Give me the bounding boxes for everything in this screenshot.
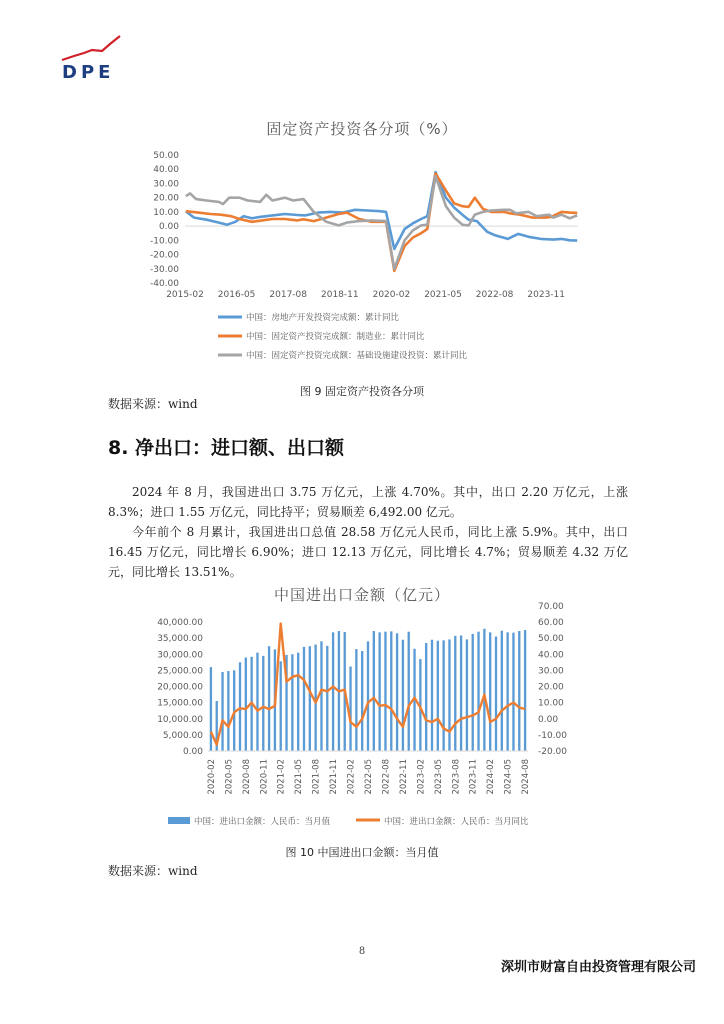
bar bbox=[437, 641, 439, 751]
x-tick-label: 2024-05 bbox=[503, 759, 514, 795]
bar bbox=[367, 641, 369, 751]
chart1-source: 数据来源：wind bbox=[108, 397, 198, 411]
y-right-tick-label: -20.00 bbox=[538, 747, 568, 757]
bar bbox=[501, 631, 503, 751]
bar bbox=[314, 645, 316, 751]
bar bbox=[454, 636, 456, 751]
y-right-tick-label: -10.00 bbox=[538, 730, 568, 741]
x-tick-label: 2017-08 bbox=[269, 290, 308, 300]
bar bbox=[442, 640, 444, 751]
y-left-tick-label: 20,000.00 bbox=[157, 682, 203, 693]
x-tick-label: 2021-11 bbox=[329, 759, 340, 795]
bar bbox=[332, 632, 334, 751]
y-tick-label: 10.00 bbox=[153, 207, 179, 218]
bar bbox=[466, 639, 468, 751]
y-right-tick-label: 40.00 bbox=[538, 650, 564, 661]
bar bbox=[361, 651, 363, 751]
bar bbox=[396, 633, 398, 751]
x-tick-label: 2022-08 bbox=[475, 290, 514, 300]
y-right-tick-label: 50.00 bbox=[538, 634, 564, 645]
chart2-title: 中国进出口金额（亿元） bbox=[273, 586, 450, 604]
logo-text: DPE bbox=[62, 62, 115, 83]
bar bbox=[425, 643, 427, 751]
y-tick-label: -30.00 bbox=[149, 264, 179, 275]
bar bbox=[349, 667, 351, 751]
x-tick-label: 2020-02 bbox=[206, 759, 217, 795]
x-tick-label: 2022-08 bbox=[381, 759, 392, 795]
bar bbox=[489, 632, 491, 751]
bar bbox=[373, 631, 375, 751]
y-tick-label: 0.00 bbox=[158, 222, 179, 233]
bar bbox=[268, 646, 270, 751]
bar bbox=[355, 649, 357, 751]
x-tick-label: 2023-05 bbox=[433, 759, 444, 795]
x-tick-label: 2020-02 bbox=[372, 290, 411, 300]
x-tick-label: 2016-05 bbox=[217, 290, 256, 300]
section-heading: 8. 净出口：进口额、出口额 bbox=[108, 437, 345, 459]
y-right-tick-label: 60.00 bbox=[538, 618, 564, 628]
x-tick-label: 2015-02 bbox=[166, 290, 204, 300]
y-left-tick-label: 35,000.00 bbox=[157, 634, 203, 645]
fixed-asset-investment-chart bbox=[140, 145, 590, 370]
logo-trend-line bbox=[62, 36, 120, 60]
y-left-tick-label: 25,000.00 bbox=[157, 666, 203, 677]
y-left-tick-label: 30,000.00 bbox=[157, 650, 203, 661]
bar bbox=[280, 661, 282, 751]
bar bbox=[431, 640, 433, 751]
bar bbox=[402, 640, 404, 751]
y-right-tick-label: 70.00 bbox=[538, 601, 564, 612]
company-name: 深圳市财富自由投资管理有限公司 bbox=[500, 960, 696, 975]
bar bbox=[384, 632, 386, 751]
x-tick-label: 2021-08 bbox=[311, 759, 322, 795]
x-tick-label: 2024-08 bbox=[521, 759, 532, 795]
bar bbox=[291, 654, 293, 751]
y-tick-label: -10.00 bbox=[149, 236, 179, 247]
bar bbox=[227, 671, 229, 751]
bar bbox=[297, 653, 299, 751]
bar bbox=[210, 667, 212, 751]
bar bbox=[460, 636, 462, 751]
x-tick-label: 2023-08 bbox=[451, 759, 462, 795]
bar bbox=[495, 637, 497, 751]
y-left-tick-label: 5,000.00 bbox=[162, 730, 203, 741]
bar bbox=[390, 631, 392, 751]
bar bbox=[245, 657, 247, 751]
y-left-tick-label: 10,000.00 bbox=[157, 714, 203, 725]
series-line-1 bbox=[186, 172, 577, 249]
bar bbox=[239, 662, 241, 751]
x-tick-label: 2021-05 bbox=[294, 759, 305, 795]
x-tick-label: 2021-05 bbox=[424, 290, 462, 300]
x-tick-label: 2020-08 bbox=[241, 759, 252, 795]
bar bbox=[506, 632, 508, 751]
section-paragraph-2: 今年前个 8 月累计，我国进出口总值 28.58 万亿元人民币，同比上涨 5.9%。其中，出口 16.45 万亿元，同比增长 6.90%；进口 12.13 万亿元，同比增长 4.7%；贸易顺差 4.32 万亿元，同比增长 13.51%。 bbox=[108, 525, 628, 579]
bar bbox=[512, 633, 514, 751]
bar bbox=[483, 629, 485, 751]
legend-label-line: 中国：进出口金额：人民币：当月同比 bbox=[384, 817, 529, 827]
page-number: 8 bbox=[358, 946, 366, 957]
y-tick-label: -40.00 bbox=[149, 279, 179, 289]
section-paragraph-1: 2024 年 8 月，我国进出口 3.75 万亿元，上涨 4.70%。其中，出口 2.20 万亿元，上涨 8.3%；进口 1.55 万亿元，同比持平；贸易顺差 6,492.00 亿元。 bbox=[108, 485, 628, 519]
x-tick-label: 2023-11 bbox=[468, 759, 479, 795]
import-export-chart bbox=[140, 601, 585, 834]
y-left-tick-label: 15,000.00 bbox=[157, 698, 203, 709]
legend-label-1: 中国：房地产开发投资完成额：累计同比 bbox=[246, 313, 400, 323]
bar bbox=[303, 647, 305, 751]
legend-label-2: 中国：固定资产投资完成额：制造业：累计同比 bbox=[246, 332, 425, 342]
y-right-tick-label: 30.00 bbox=[538, 666, 564, 677]
y-tick-label: 30.00 bbox=[153, 179, 179, 190]
x-tick-label: 2020-05 bbox=[224, 759, 235, 795]
y-tick-label: -20.00 bbox=[149, 250, 179, 261]
x-tick-label: 2020-11 bbox=[259, 759, 270, 795]
x-tick-label: 2023-02 bbox=[416, 759, 427, 795]
bar bbox=[378, 632, 380, 751]
x-tick-label: 2024-02 bbox=[486, 759, 497, 795]
legend-swatch-bars bbox=[168, 817, 190, 824]
x-tick-label: 2022-02 bbox=[346, 759, 357, 795]
y-left-tick-label: 0.00 bbox=[182, 747, 203, 757]
bar bbox=[518, 631, 520, 751]
bar bbox=[256, 653, 258, 751]
chart1-title: 固定资产投资各分项（%） bbox=[266, 120, 458, 138]
bar bbox=[472, 634, 474, 751]
bar bbox=[448, 639, 450, 751]
y-tick-label: 20.00 bbox=[153, 193, 179, 204]
chart2-caption: 图 10 中国进出口金额：当月值 bbox=[285, 846, 439, 859]
bar bbox=[524, 630, 526, 751]
bar bbox=[477, 632, 479, 751]
y-tick-label: 40.00 bbox=[153, 165, 179, 176]
bar bbox=[262, 656, 264, 751]
bar bbox=[320, 641, 322, 751]
y-right-tick-label: 0.00 bbox=[538, 714, 559, 725]
bar bbox=[326, 646, 328, 751]
x-tick-label: 2018-11 bbox=[321, 290, 359, 300]
y-left-tick-label: 40,000.00 bbox=[157, 618, 203, 628]
x-tick-label: 2022-05 bbox=[364, 759, 374, 795]
y-right-tick-label: 20.00 bbox=[538, 682, 564, 693]
series-line-2 bbox=[186, 174, 577, 271]
chart1-caption: 图 9 固定资产投资各分项 bbox=[300, 385, 424, 398]
x-tick-label: 2022-11 bbox=[398, 759, 409, 795]
chart2-source: 数据来源：wind bbox=[108, 864, 198, 878]
legend-label-3: 中国：固定资产投资完成额：基础设施建设投资：累计同比 bbox=[246, 351, 468, 361]
bar bbox=[408, 632, 410, 751]
x-tick-label: 2023-11 bbox=[527, 290, 566, 300]
y-tick-label: 50.00 bbox=[153, 151, 179, 161]
bar bbox=[221, 672, 223, 751]
y-right-tick-label: 10.00 bbox=[538, 698, 564, 709]
x-tick-label: 2021-02 bbox=[276, 759, 287, 795]
legend-label-bars: 中国：进出口金额：人民币：当月值 bbox=[194, 817, 331, 827]
bar bbox=[309, 646, 311, 751]
